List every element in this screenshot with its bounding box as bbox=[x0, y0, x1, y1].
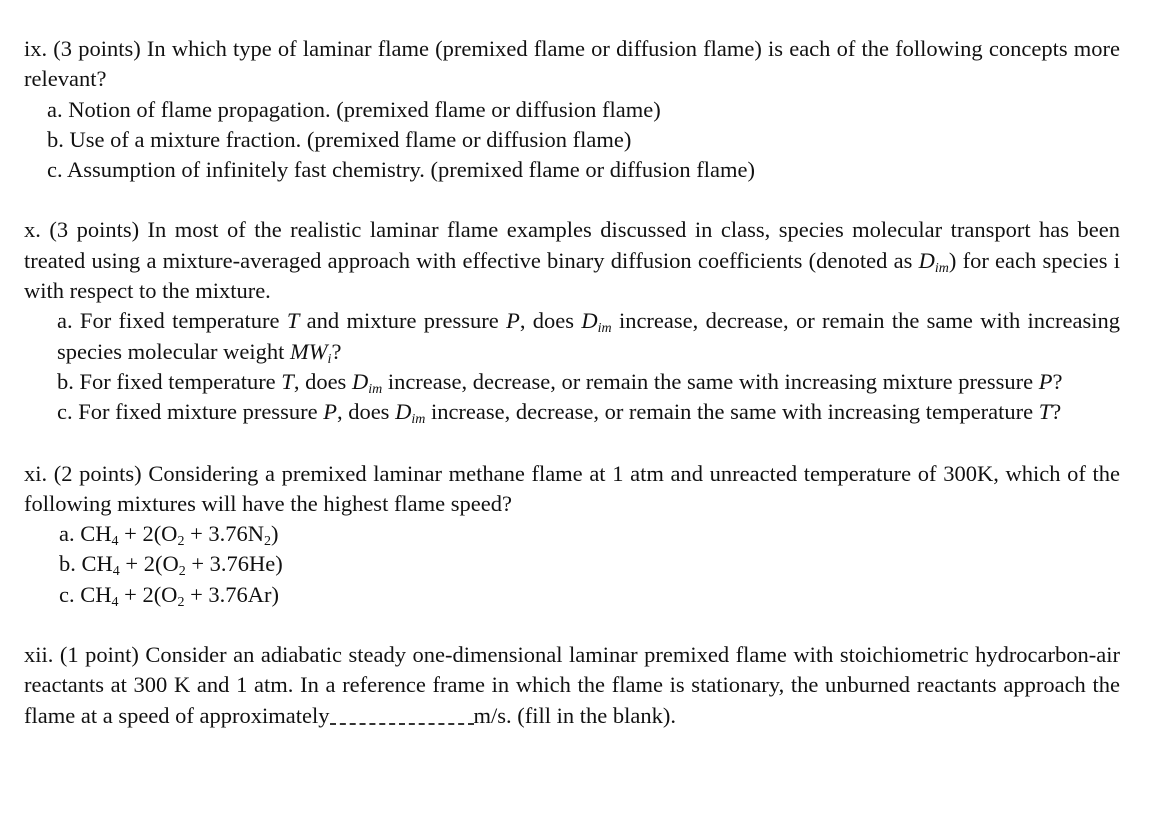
question-x-stem: x. (3 points) In most of the realistic laminar flame examples discussed in class, species molecular transport has been treated using a mixture-averaged approach with effective binary diffusion coefficients (denoted as $D_{im}$) for each species i with respect to the mixture. bbox=[24, 217, 1120, 304]
question-xi bbox=[24, 459, 1120, 610]
question-x bbox=[24, 215, 1120, 427]
document-page bbox=[24, 34, 1120, 731]
question-xi-stem: xi. (2 points) Considering a premixed laminar methane flame at 1 atm and unreacted temperature of 300K, which of the following mixtures will have the highest flame speed? bbox=[24, 460, 1120, 516]
question-ix bbox=[24, 34, 1120, 185]
question-x-option-c: c. For fixed mixture pressure P, does $D_{im}$ increase, decrease, or remain the same with increasing temperature T? bbox=[57, 399, 1062, 428]
question-xii-stem: xii. (1 point) Consider an adiabatic steady one-dimensional laminar premixed flame with stoichiometric hydrocarbon-air reactants at 300 K and 1 atm. In a reference frame in which the flame is stationary, the unburned reactants approach the flame at a speed of approximately m/s. (fill in the blank). bbox=[24, 642, 1120, 728]
question-ix-option-c: c. Assumption of infinitely fast chemistry. (premixed flame or diffusion flame) bbox=[47, 157, 755, 183]
question-ix-stem: ix. (3 points) In which type of laminar flame (premixed flame or diffusion flame) is each of the following concepts more relevant? bbox=[24, 36, 1120, 92]
question-xi-option-c: c. $CH_4 + 2(O_2 + 3.76Ar)$ bbox=[59, 581, 279, 610]
question-ix-option-b: b. Use of a mixture fraction. (premixed flame or diffusion flame) bbox=[47, 126, 632, 152]
fill-in-blank[interactable] bbox=[330, 703, 474, 725]
question-x-option-b: b. For fixed temperature T, does $D_{im}$ increase, decrease, or remain the same with increasing mixture pressure P? bbox=[57, 368, 1063, 397]
question-xi-option-a: a. $CH_4 + 2(O_2 + 3.76N_2)$ bbox=[59, 521, 279, 550]
question-x-option-a: a. For fixed temperature T and mixture pressure P, does $D_{im}$ increase, decrease, or remain the same with increasing species molecular weight $MW_i$? bbox=[57, 308, 1120, 367]
question-xi-option-b: b. $CH_4 + 2(O_2 + 3.76He)$ bbox=[59, 551, 283, 580]
question-xii bbox=[24, 640, 1120, 731]
question-ix-option-a: a. Notion of flame propagation. (premixed flame or diffusion flame) bbox=[47, 96, 661, 122]
